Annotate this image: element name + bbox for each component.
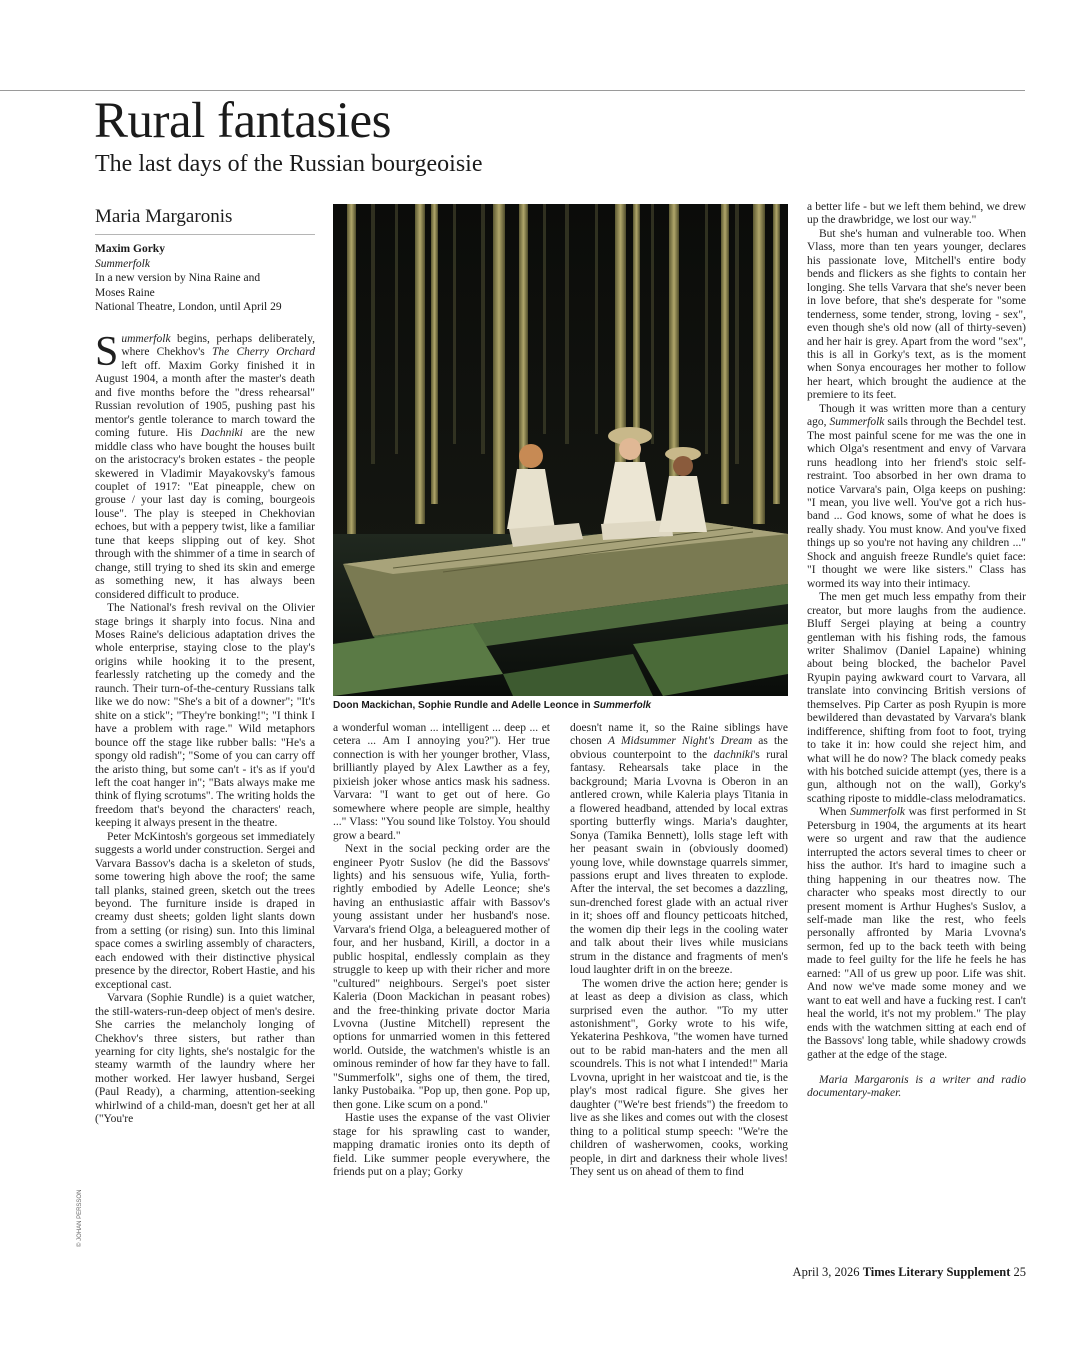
- article-subtitle: The last days of the Russian bourgeoisie: [95, 151, 483, 177]
- article-column-2: [333, 722, 550, 1253]
- paragraph: Though it was written more than a century ago, Summerfolk sails through the Bechdel test. The most painful scene for me was the one in which Olga's resentment and envy of Varvara runs headlong into her friend's stoic self-restraint. Too absorbed in her own drama to notice Varvara's pain, Olga keeps on pushing: "I mean, you live well. You've got a rich husband ... God knows, some of what he does is really shady. You must know. And you've fixed things up so you're not having any children ..." Shock and anguish freeze Rundle's quiet face: "I thought we were like sisters." Class has wormed its way into their intimacy.: [807, 402, 1026, 590]
- paragraph: When Summerfolk was first performed in St Petersburg in 1904, the arguments at its heart were so urgent and raw that the audience interrupted the actors several times to cheer or hiss the author. It's hard to imagine such a thing happening in our theatres now. The character who speaks most directly to our present moment is Arthur Hughes's Suslov, a self-made man like the rest, who feels personally affronted by Maria Lvovna's sermon, fed up to the back teeth with being made to feel guilty for the life he feels he has earned: "All of us grew up poor. Life was shit. And now we've made some money and we want to eat well and have a fucking rest. I can't heal the world, it's not my problem." The play ends with the watchmen sitting at each end of the Bassovs' long table, while shadowy crowds gather at the edge of the stage.: [807, 806, 1026, 1061]
- playwright: Maxim Gorky: [95, 243, 165, 255]
- article-title: Rural fantasies: [94, 93, 391, 149]
- page-number: 25: [1013, 1265, 1026, 1279]
- paragraph: a better life - but we left them behind, we drew up the drawbridge, we lost our way.": [807, 201, 1026, 227]
- version-line-1: In a new version by Nina Raine and: [95, 272, 261, 284]
- top-rule: [0, 90, 1025, 91]
- drop-cap: S: [95, 333, 119, 375]
- page-footer: [780, 1265, 1026, 1280]
- review-info: [95, 242, 317, 315]
- paragraph: The men get much less empathy from their creator, but more laughs from the audience. Bluff Sergei playing at being a country gentleman with his fishing rods, the famous writer Shalimov (Daniel Lapaine) whining about being blocked, the bachelor Pavel Ryupin paying awkward court to Varvara, all translate into convincing British versions of themselves. Pip Carter as posh Ryupin is more bewildered than devastated by Varvara's blank indifference, shifting from foot to foot, trying to take it in: how could she reject him, and what will he do now? The black comedy peaks with his botched suicide attempt (yes, there is a gun, although not on the wall), Gorky's scathing riposte to middle-class melodramatics.: [807, 591, 1026, 805]
- play-title: Summerfolk: [95, 257, 150, 270]
- author-rule: [95, 234, 315, 235]
- paragraph: Peter McKintosh's gorgeous set immediately suggests a world under construction. Sergei and Varvara Bassov's dacha is a skeleton of studs, some towering high above the roof; the same tall planks, stained green, sketch out the trees beyond. The furniture inside is draped in creamy dust sheets; golden light slants down from a setting (or rising) sun. Into this liminal space comes a swirling assembly of characters, each endowed with their distinctive physical presence by the director, Robert Hastie, and his exceptional cast.: [95, 830, 315, 991]
- author-bio: Maria Margaronis is a writer and radio documentary-maker.: [807, 1074, 1026, 1100]
- stage-scene-illustration: [333, 204, 788, 696]
- paragraph: The women drive the action here; gender is at least as deep a division as class, which surprised even the author. "To my utter astonishment", Gorky wrote to his wife, Yekaterina Peshkova, "the women have turned out to be rabid man-haters and the men all scoundrels. This is not what I intended!" Maria Lvovna, upright in her waistcoat and tie, is the play's most radical figure. She gives her daughter ("We're best friends") the freedom to live as she likes and comes out with the closest thing to a political stump speech: "We're the children of washerwomen, cooks, working people, in dirt and darkness their whole lives! They sent us on ahead of them to find: [570, 977, 788, 1178]
- article-column-3: [570, 722, 788, 1253]
- paragraph: Summerfolk begins, perhaps deliberately, where Chekhov's The Cherry Orchard left off. Maxim Gorky finished it in August 1904, a month after the master's death and five months before the "dress rehearsal" Russian revolution of 1905, pushing past his mentor's gentle tolerance to march toward the coming future. His Dachniki are the new middle class who have bought the houses built on the aristocracy's broken estates - the people skewered in Vladimir Mayakovsky's famous couplet of 1917: "Eat pineapple, chew on grouse / your last day is coming, bourgeois louse". The play is steeped in Chekhovian echoes, but with a peppery twist, like a familiar tune that keeps slipping out of key. Shot through with the shimmer of a time in search of change, still trying to shed its skin and emerge as something new, it has always been considered difficult to produce.: [95, 333, 315, 601]
- paragraph: doesn't name it, so the Raine siblings have chosen A Midsummer Night's Dream as the obvious counterpoint to the dachniki's rural fantasy. Rehearsals take place in the background; Maria Lvovna is Oberon in an antlered crown, while Kaleria plays Titania in a flowered headband, attended by local extras sporting butterfly wings. Maria's daughter, Sonya (Tamika Bennett), lolls stage left with her peasant swain in (obviously doomed) young love, while downstage quarrels simmer, passions erupt and lives threaten to explode. After the interval, the set becomes a dazzling, sun-drenched forest glade with an actual river in it; shoes off and flouncy petticoats hitched, the women dip their legs in the cooling water and talk about their lives while musicians strum in the distance and fragments of men's loud laughter drift in on the breeze.: [570, 722, 788, 977]
- paragraph: The National's fresh revival on the Olivier stage brings it sharply into focus. Nina and Moses Raine's delicious adaptation drives the whole enterprise, staying close to the play's origins while hooking it to the present, fearlessly ratcheting up the comedy and the raunch. Their turn-of-the-century Russians talk like we do now: "She's a bit of a downer"; "It's shite on a stick"; "They're bonking!"; "I think I have a problem with rage." Wild metaphors bounce off the stage like rubber balls: "He's a spongy old radish"; "Some of you can carry off the aristo thing, but some can't - it's as if you'd left the coat hanger in"; "Bats always make me think of flying scrotums". The writing holds the freedom that's beyond the characters' reach, keeping it always present in the theatre.: [95, 602, 315, 830]
- version-line-2: Moses Raine: [95, 286, 155, 299]
- paragraph: Next in the social pecking order are the engineer Pyotr Suslov (he did the Bassovs' lights) and his sensuous wife, Yulia, forthrightly embodied by Adelle Leonce; she's having an enthusiastic affair with Bassov's young assistant under her husband's nose. Varvara's friend Olga, a beleaguered mother of four, and her husband, Kirill, a doctor in a public hospital, endlessly complain as they struggle to keep up with their richer and more "cultured" neighbours. Sergei's poet sister Kaleria (Doon Mackichan in peasant robes) and the free-thinking private doctor Maria Lvovna (Justine Mitchell) represent the options for unmarried women in this fettered world. Outside, the watchmen's whistle is an ominous reminder of how far they have to fall. "Summerfolk", sighs one of them, the tired, lanky Pustobaika. "Pop up, then gone. Pop up, then gone. Like scum on a pond.": [333, 843, 550, 1111]
- photo-credit: © JOHAN PERSSON: [77, 1189, 83, 1247]
- paragraph: Hastie uses the expanse of the vast Olivier stage for his sprawling cast to wander, mapping dramatic ironies onto its depth of field. Like summer people everywhere, the friends put on a play; Gorky: [333, 1112, 550, 1178]
- venue-line: National Theatre, London, until April 29: [95, 301, 282, 313]
- paragraph: a wonderful woman ... intelligent ... deep ... et cetera ... Am I annoying you?"). Her true connection is with her younger brother, Vlass, brilliantly played by Alex Lawther as a fey, pixieish joker whose antics mask his sadness. Varvara: "I want to get out of here. Go somewhere where people are simple, healthy ..." Vlass: "You sound like Tolstoy. You should grow a beard.": [333, 722, 550, 842]
- production-photo: [333, 204, 788, 696]
- article-column-4: [807, 201, 1026, 1253]
- photo-caption: Doon Mackichan, Sophie Rundle and Adelle Leonce in Summerfolk: [333, 700, 652, 711]
- publication-name: Times Literary Supplement: [862, 1265, 1011, 1279]
- issue-date: April 3, 2026: [792, 1265, 860, 1279]
- author-byline: Maria Margaronis: [95, 206, 233, 227]
- paragraph: But she's human and vulnerable too. When Vlass, more than ten years younger, declares his passionate love, Mitchell's entire body bends and flickers as she fights to contain her longing. She tells Varvara that she's never been in love before, that she's desperate for "some tenderness, some tender, strong, loving - sex", even though she's old now (all of thirty-seven) and her hair is grey. Apart from the word "sex", this is all in Gorky's text, as is the moment when Sonya encourages her mother to follow her heart, which brought the audience at the premiere to its feet.: [807, 227, 1026, 402]
- paragraph: Varvara (Sophie Rundle) is a quiet watcher, the still-waters-run-deep object of men's desire. She carries the melancholy longing of Chekhov's three sisters, but rather than yearning for city lights, she's nostalgic for the steamy warmth of the laundry where her mother worked. Her lawyer husband, Sergei (Paul Ready), a charming, attention-seeking whirlwind of a child-man, doesn't get her at all ("You're: [95, 992, 315, 1126]
- article-column-1: [95, 333, 315, 1253]
